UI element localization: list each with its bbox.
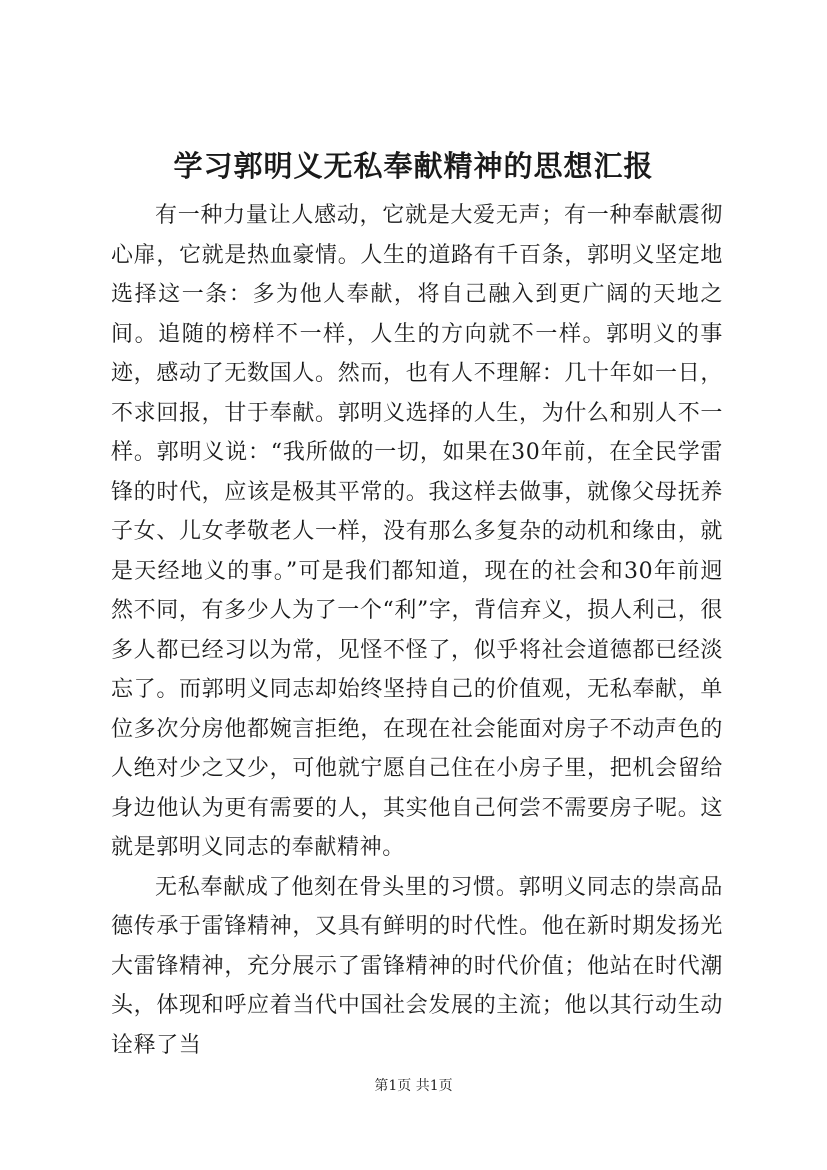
page-footer: 第1页 共1页 <box>374 1078 453 1094</box>
paragraph-2: 无私奉献成了他刻在骨头里的习惯。郭明义同志的崇高品德传承于雷锋精神，又具有鲜明的时代性。他在新时期发扬光大雷锋精神，充分展示了雷锋精神的时代价值；他站在时代潮头，体现和呼应着当代中国社会发展的主流；他以其行动生动诠释了当 <box>111 874 723 1058</box>
document-title: 学习郭明义无私奉献精神的思想汇报 <box>173 149 654 183</box>
document-body <box>111 196 723 1065</box>
paragraph-1: 有一种力量让人感动，它就是大爱无声；有一种奉献震彻心扉，它就是热血豪情。人生的道路有千百条，郭明义坚定地选择这一条：多为他人奉献，将自己融入到更广阔的天地之间。追随的榜样不一样，人生的方向就不一样。郭明义的事迹，感动了无数国人。然而，也有人不理解：几十年如一日，不求回报，甘于奉献。郭明义选择的人生，为什么和别人不一样。郭明义说：“我所做的一切，如果在30年前，在全民学雷锋的时代，应该是极其平常的。我这样去做事，就像父母抚养子女、儿女孝敬老人一样，没有那么多复杂的动机和缘由，就是天经地义的事。”可是我们都知道，现在的社会和30年前迥然不同，有多少人为了一个“利”字，背信弃义，损人利己，很多人都已经习以为常，见怪不怪了，似乎将社会道德都已经淡忘了。而郭明义同志却始终坚持自己的价值观，无私奉献，单位多次分房他都婉言拒绝，在现在社会能面对房子不动声色的人绝对少之又少，可他就宁愿自己住在小房子里，把机会留给身边他认为更有需要的人，其实他自己何尝不需要房子呢。这就是郭明义同志的奉献精神。 <box>111 203 723 860</box>
